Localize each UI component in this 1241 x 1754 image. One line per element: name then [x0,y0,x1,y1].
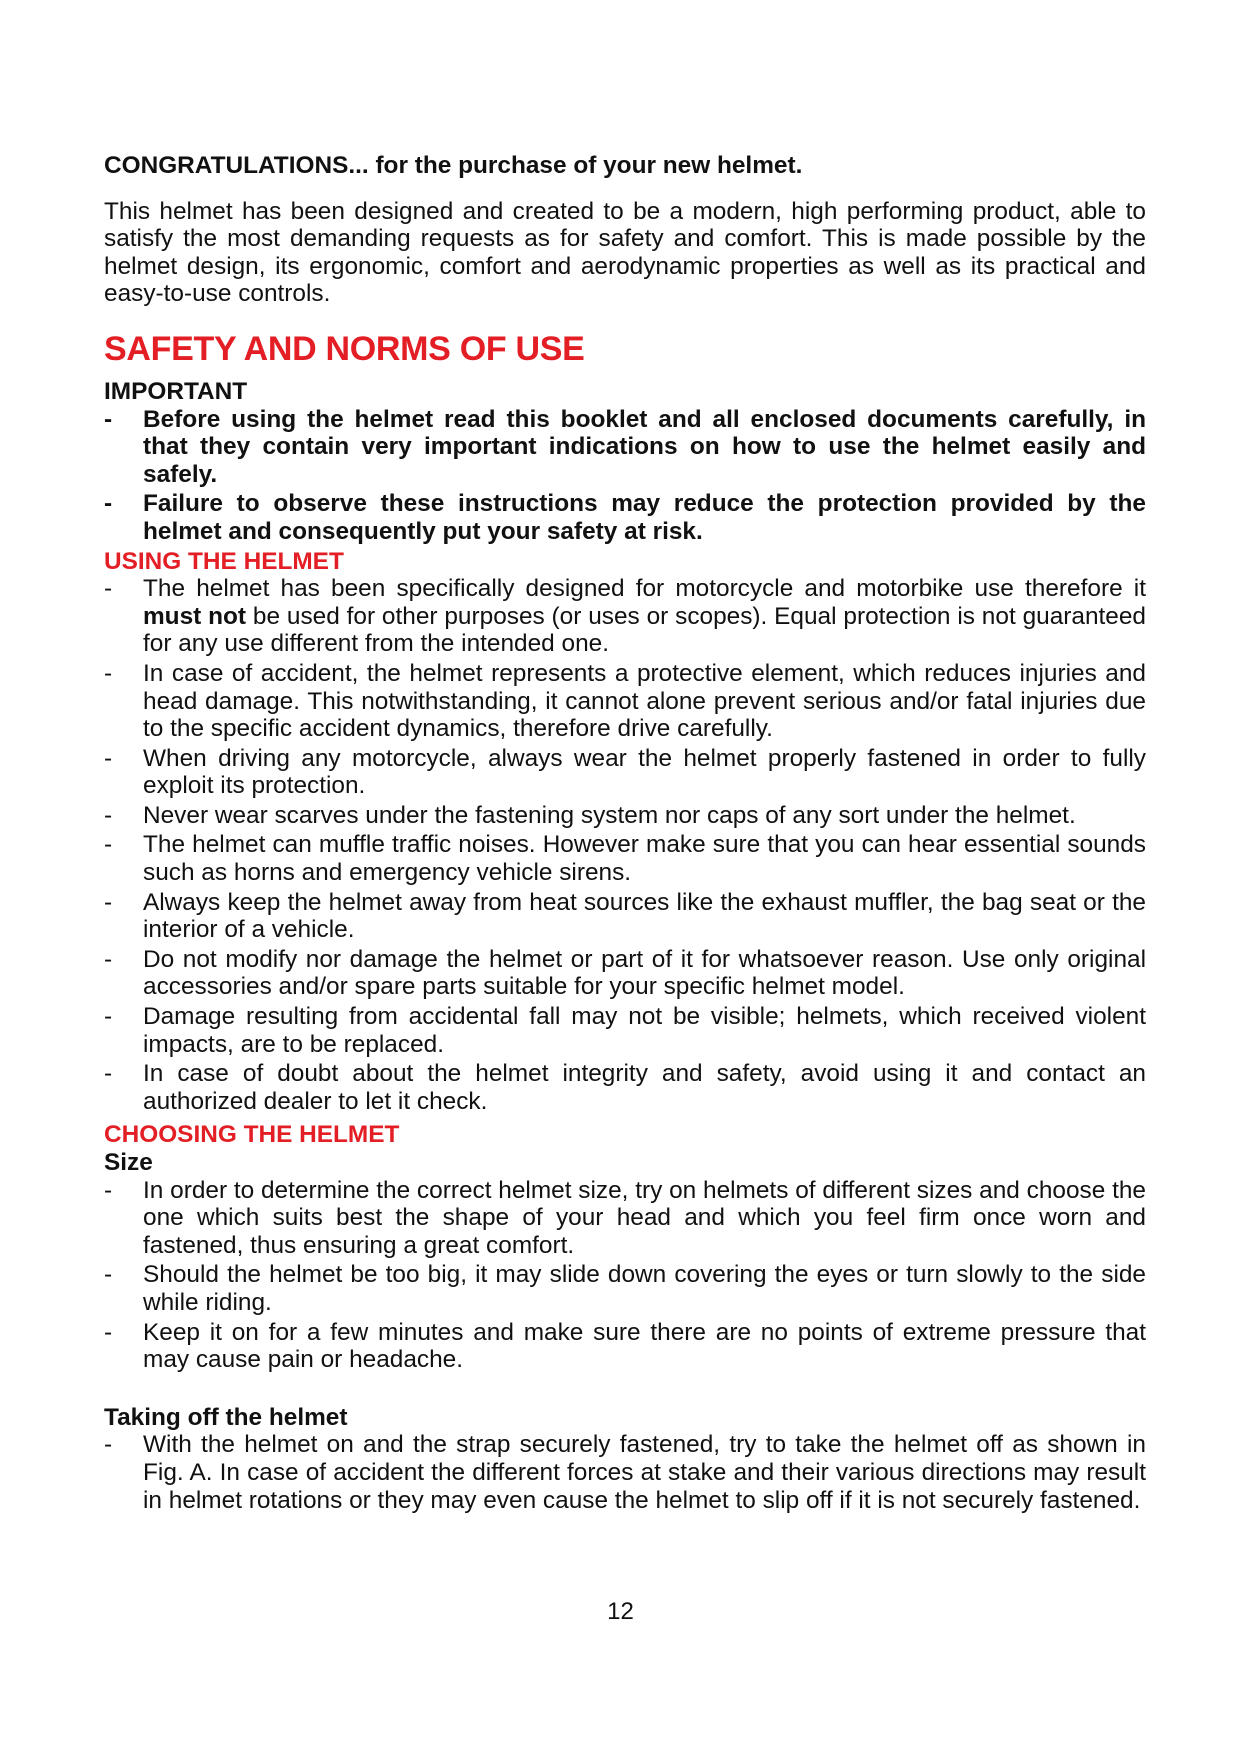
list-item: - Keep it on for a few minutes and make sure there are no points of extreme pressure that may cause pain or headache. [104,1318,1146,1374]
spacer [104,1376,1146,1404]
bullet-dash: - [104,405,113,433]
bullet-dash: - [104,945,113,973]
bullet-dash: - [104,801,113,829]
list-item: - The helmet can muffle traffic noises. However make sure that you can hear essential sounds such as horns and emergency vehicle sirens. [104,831,1146,887]
using-list [104,575,1146,1115]
bullet-dash: - [104,1060,113,1088]
list-item: - The helmet has been specifically designed for motorcycle and motorbike use therefore it must not be used for other purposes (or uses or scopes). Equal protection is not guaranteed for any use different from the intended one. [104,575,1146,658]
bullet-dash: - [104,1318,113,1346]
list-item: - In order to determine the correct helmet size, try on helmets of different sizes and choose the one which suits best the shape of your head and which you feel firm once worn and fastened, thus ensuring a great comfort. [104,1176,1146,1259]
bullet-dash: - [104,888,113,916]
page-number: 12 [607,1598,634,1625]
list-item: - Failure to observe these instructions may reduce the protection provided by the helmet and consequently put your safety at risk. [104,490,1146,545]
takeoff-list [104,1431,1146,1514]
list-item: - In case of accident, the helmet represents a protective element, which reduces injuries and head damage. This notwithstanding, it cannot alone prevent serious and/or fatal injuries due to the specific accident dynamics, therefore drive carefully. [104,659,1146,743]
manual-page [104,152,1146,1516]
important-label: IMPORTANT [104,377,248,405]
bullet-dash: - [104,831,113,859]
bullet-dash: - [104,744,113,772]
bullet-dash: - [104,1176,113,1204]
size-list [104,1177,1146,1374]
bullet-dash: - [104,575,113,603]
important-list [104,406,1146,546]
emphasis-must-not: must not [143,602,247,630]
intro-paragraph: This helmet has been designed and created to be a modern, high performing product, able to satisfy the most demanding requests as for safety and comfort. This is made possible by the helmet design, its ergonomic, comfort and aerodynamic properties as well as its practical and easy-to-use controls. [104,197,1146,308]
list-item: - Damage resulting from accidental fall may not be visible; helmets, which received violent impacts, are to be replaced. [104,1003,1146,1058]
list-item: - Never wear scarves under the fastening system nor caps of any sort under the helmet. [104,801,1076,829]
list-item: - Should the helmet be too big, it may slide down covering the eyes or turn slowly to the side while riding. [104,1261,1146,1316]
intro-title: CONGRATULATIONS... for the purchase of your new helmet. [104,152,803,179]
list-item: - Always keep the helmet away from heat sources like the exhaust muffler, the bag seat or the interior of a vehicle. [104,888,1146,944]
list-item: - Do not modify nor damage the helmet or part of it for whatsoever reason. Use only original accessories and/or spare parts suitable for your specific helmet model. [104,945,1146,1001]
list-item: - When driving any motorcycle, always wear the helmet properly fastened in order to fully exploit its protection. [104,744,1146,800]
bullet-dash: - [104,1261,113,1289]
list-item: - In case of doubt about the helmet integrity and safety, avoid using it and contact an authorized dealer to let it check. [104,1060,1146,1115]
takeoff-label: Taking off the helmet [104,1403,348,1431]
size-label: Size [104,1149,153,1176]
list-item: - Before using the helmet read this booklet and all enclosed documents carefully, in that they contain very important indications on how to use the helmet easily and safely. [104,405,1146,488]
bullet-dash: - [104,1431,113,1459]
section-title-safety: SAFETY AND NORMS OF USE [104,329,585,368]
list-item: - With the helmet on and the strap securely fastened, try to take the helmet off as shown in Fig. A. In case of accident the different forces at stake and their various directions may result in helmet rotations or they may even cause the helmet to slip off if it is not securely fastened. [104,1431,1146,1514]
bullet-dash: - [104,490,113,518]
bullet-dash: - [104,659,113,687]
bullet-dash: - [104,1003,113,1031]
subsection-title-choosing: CHOOSING THE HELMET [104,1121,400,1149]
subsection-title-using: USING THE HELMET [104,547,344,575]
